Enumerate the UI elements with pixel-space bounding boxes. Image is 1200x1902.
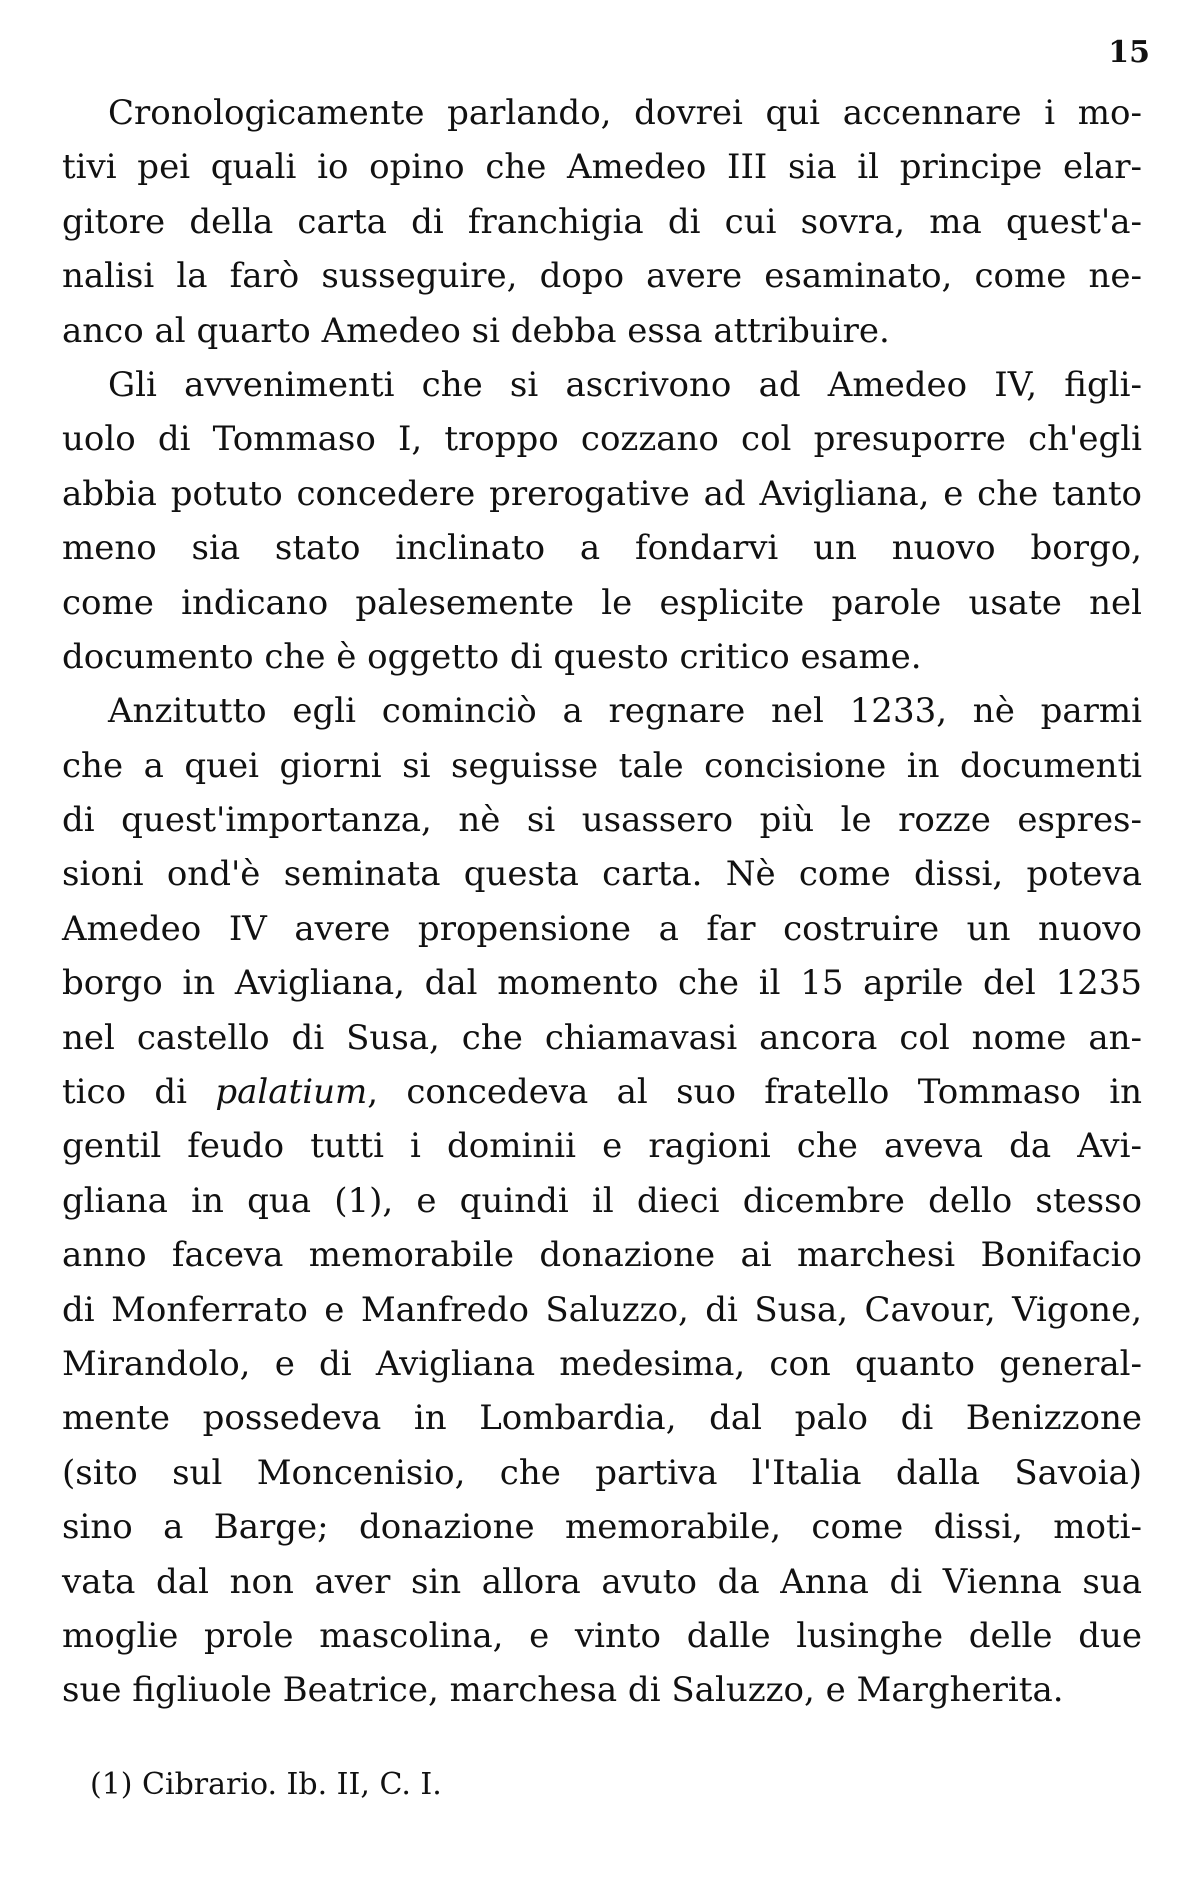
body-text xyxy=(62,86,1142,1718)
text-line: Cronologicamente parlando, dovrei qui accennare i mo- xyxy=(108,93,1142,133)
text-line: sioni ond'è seminata questa carta. Nè come dissi, poteva xyxy=(62,854,1142,895)
text-segment: , concedeva al suo fratello Tommaso in xyxy=(367,1072,1142,1113)
text-segment: tico di xyxy=(62,1072,216,1113)
italic-term: palatium xyxy=(215,1072,368,1113)
text-line: vata dal non aver sin allora avuto da Anna di Vienna sua xyxy=(62,1561,1142,1602)
text-line: sino a Barge; donazione memorabile, come dissi, moti- xyxy=(62,1507,1142,1548)
text-line: che a quei giorni si seguisse tale concisione in documenti xyxy=(62,745,1142,786)
text-line: come indicano palesemente le esplicite parole usate nel xyxy=(62,582,1142,623)
text-line: documento che è oggetto di questo critico esame. xyxy=(62,636,922,677)
footnote: (1) Cibrario. Ib. II, C. I. xyxy=(90,1767,442,1802)
text-line: borgo in Avigliana, dal momento che il 15 aprile del 1235 xyxy=(62,963,1142,1004)
text-line: gitore della carta di franchigia di cui sovra, ma quest'a- xyxy=(62,201,1142,242)
paragraph-1 xyxy=(62,86,1142,358)
text-line: Amedeo IV avere propensione a far costruire un nuovo xyxy=(62,908,1142,949)
text-line: nalisi la farò susseguire, dopo avere esaminato, come ne- xyxy=(62,256,1142,297)
text-line: gentil feudo tutti i dominii e ragioni che aveva da Avi- xyxy=(62,1126,1142,1167)
text-line: uolo di Tommaso I, troppo cozzano col presuporre ch'egli xyxy=(62,419,1142,460)
text-line: (sito sul Moncenisio, che partiva l'Italia dalla Savoia) xyxy=(62,1452,1142,1493)
text-line: gliana in qua (1), e quindi il dieci dicembre dello stesso xyxy=(62,1180,1142,1221)
paragraph-3 xyxy=(62,684,1142,1717)
text-line: anno faceva memorabile donazione ai marchesi Bonifacio xyxy=(62,1235,1142,1276)
text-line: abbia potuto concedere prerogative ad Avigliana, e che tanto xyxy=(62,473,1142,514)
text-line: anco al quarto Amedeo si debba essa attribuire. xyxy=(62,310,890,351)
text-line: di quest'importanza, nè si usassero più le rozze espres- xyxy=(62,800,1142,841)
text-line: Gli avvenimenti che si ascrivono ad Amedeo IV, figli- xyxy=(108,364,1142,405)
text-line: sue figliuole Beatrice, marchesa di Saluzzo, e Margherita. xyxy=(62,1670,1064,1711)
text-line: meno sia stato inclinato a fondarvi un nuovo borgo, xyxy=(62,528,1142,569)
text-line: tivi pei quali io opino che Amedeo III sia il principe elar- xyxy=(62,147,1142,188)
text-line: mente possedeva in Lombardia, dal palo di Benizzone xyxy=(62,1398,1142,1439)
text-line: di Monferrato e Manfredo Saluzzo, di Susa, Cavour, Vigone, xyxy=(62,1289,1142,1330)
page-number: 15 xyxy=(1108,35,1150,70)
text-line: Anzitutto egli cominciò a regnare nel 1233, nè parmi xyxy=(108,691,1142,732)
paragraph-2 xyxy=(62,358,1142,684)
text-line: Mirandolo, e di Avigliana medesima, con quanto general- xyxy=(62,1343,1142,1384)
text-line: moglie prole mascolina, e vinto dalle lusinghe delle due xyxy=(62,1615,1142,1656)
text-line: nel castello di Susa, che chiamavasi ancora col nome an- xyxy=(62,1017,1142,1058)
text-line-with-italic xyxy=(62,1065,1142,1119)
